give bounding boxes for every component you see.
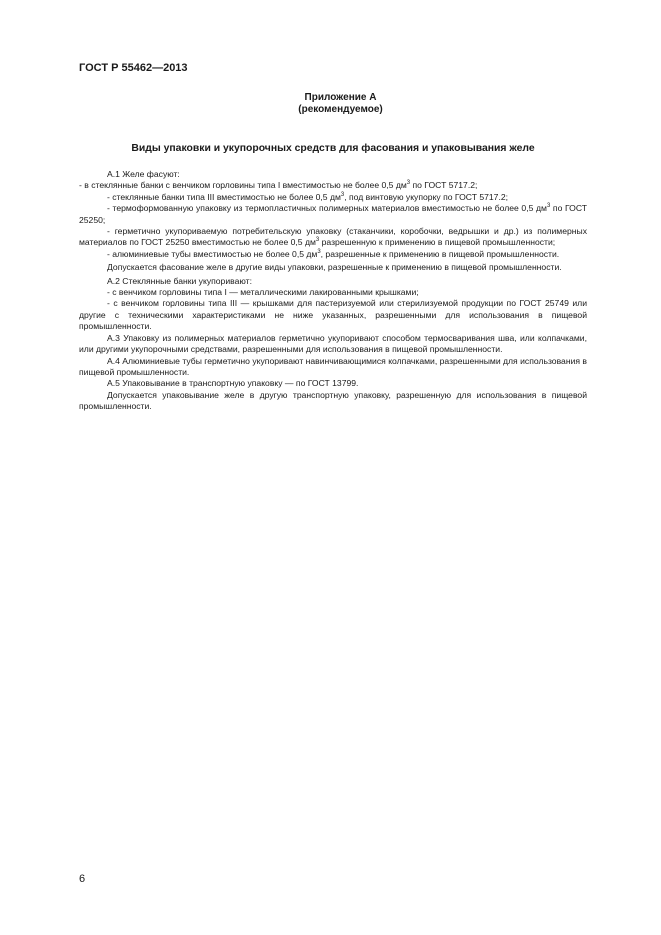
- appendix-heading: [0, 92, 661, 116]
- paragraph-a1-3: - термоформованную упаковку из термопластичных полимерных материалов вместимостью не более 0,5 $дм^3$ по ГОСТ 25250;: [79, 203, 587, 225]
- page-number: 6: [79, 873, 86, 885]
- paragraph-a1-5: - алюминиевые тубы вместимостью не более 0,5 $дм^3$, разрешенные к применению в пищевой промышленности.: [107, 248, 560, 259]
- appendix-label: Приложение А: [304, 92, 377, 103]
- paragraph-a2-2: - с венчиком горловины типа III — крышками для пастеризуемой или стерилизуемой продукции по ГОСТ 25749 или другие с техническими характеристиками не ниже указанных, разрешенными для использования в пищевой промышленности.: [79, 298, 587, 332]
- section-title: Виды упаковки и укупорочных средств для фасования и упаковывания желе: [131, 143, 535, 154]
- paragraph-a1-2: - стеклянные банки типа III вместимостью не более 0,5 $дм^3$, под винтовую укупорку по ГОСТ 5717.2;: [107, 191, 509, 202]
- paragraph-a5: А.5 Упаковывание в транспортную упаковку — по ГОСТ 13799.: [107, 378, 359, 389]
- paragraph-a4: А.4 Алюминиевые тубы герметично укупоривают навинчивающимися колпачками, разрешенными для использования в пищевой промышленности.: [79, 355, 587, 377]
- paragraph-a1-6: Допускается фасование желе в другие виды упаковки, разрешенные к применению в пищевой промышленности.: [107, 262, 562, 273]
- paragraph-a1-1: - в стеклянные банки с венчиком горловины типа I вместимостью не более 0,5 $дм^3$ по ГОСТ 5717.2;: [79, 180, 478, 191]
- document-body: [79, 169, 587, 413]
- paragraph-a1: А.1 Желе фасуют:: [107, 169, 180, 179]
- paragraph-a3: А.3 Упаковку из полимерных материалов герметично укупоривают способом термосваривания шва, или колпачками, или другими укупорочными средствами, разрешенными для использования в пищевой промышленности.: [79, 332, 587, 355]
- paragraph-a1-4: - герметично укупориваемую потребительскую упаковку (стаканчики, коробочки, ведрышки и др.) из полимерных материалов по ГОСТ 25250 вместимостью не более 0,5 $дм^3$ разрешенную к применению в пищевой промышленности;: [79, 226, 587, 248]
- paragraph-a5-1: Допускается упаковывание желе в другую транспортную упаковку, разрешенную для использования в пищевой промышленности.: [79, 389, 587, 412]
- appendix-note: (рекомендуемое): [298, 104, 383, 115]
- document-header: ГОСТ Р 55462—2013: [79, 62, 188, 74]
- paragraph-a2-1: - с венчиком горловины типа I — металлическими лакированными крышками;: [107, 287, 419, 298]
- paragraph-a2: А.2 Стеклянные банки укупоривают:: [107, 275, 252, 286]
